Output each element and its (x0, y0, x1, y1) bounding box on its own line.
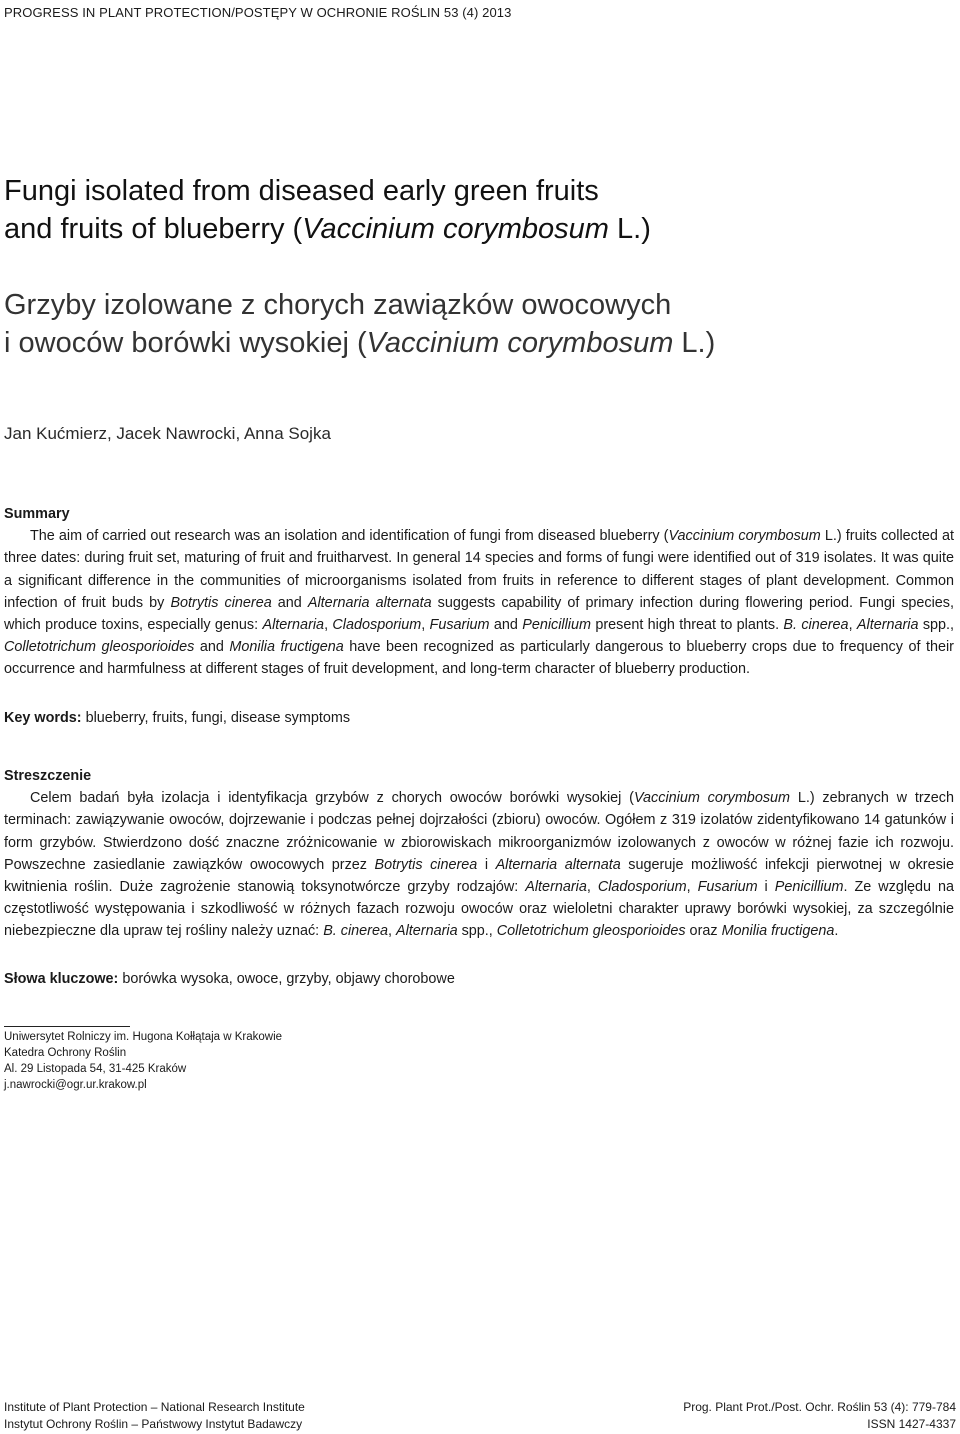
keywords-value: blueberry, fruits, fungi, disease symptoms (81, 710, 351, 726)
footer-institute (4, 1399, 305, 1433)
species-name: Vaccinium corymbosum (302, 213, 609, 245)
keywords-polish (4, 968, 954, 990)
footer-issn: ISSN 1427-4337 (867, 1417, 956, 1431)
streszczenie-text: Celem badań była izolacja i identyfikacja grzybów z chorych owoców borówki wysokiej (Vaccinium corymbosum L.) zebranych w trzech terminach: zawiązywanie owoców, dojrzewanie i podczas pełnej dojrzałości (zbioru) owoców. Ogółem z 319 izolatów zidentyfikowano 14 gatunków i form grzybów. Stwierdzono dość znaczne zróżnicowanie w zbiorowiskach mikroorganizmów izolowanych z owoców w różnej fazie ich rozwoju. Powszechne zasiedlanie zawiązków owocowych przez Botrytis cinerea i Alternaria alternata sugeruje możliwość infekcji pierwotnej w okresie kwitnienia roślin. Duże zagrożenie stanowią toksynotwórcze grzyby rodzajów: Alternaria, Cladosporium, Fusarium i Penicillium. Ze względu na częstotliwość występowania i szkodliwość w różnych fazach rozwoju owoców oraz wieloletni charakter uprawy borówki wysokiej, za szczególnie niebezpieczne dla upraw tej rośliny należy uznać: B. cinerea, Alternaria spp., Colletotrichum gleosporioides oraz Monilia fructigena. (4, 790, 955, 940)
polish-title-line-2: i owoców borówki wysokiej (Vaccinium corymbosum L.) (4, 327, 716, 359)
affiliation-footnote (4, 1029, 282, 1093)
author-list: Jan Kućmierz, Jacek Nawrocki, Anna Sojka (4, 424, 331, 443)
streszczenie-section (4, 765, 954, 943)
keywords-label: Key words: (4, 710, 82, 726)
affiliation-address: Al. 29 Listopada 54, 31-425 Kraków (4, 1063, 187, 1075)
footer-institute-pl: Instytut Ochrony Roślin – Państwowy Instytut Badawczy (4, 1417, 303, 1431)
running-header: PROGRESS IN PLANT PROTECTION/POSTĘPY W OCHRONIE ROŚLIN 53 (4) 2013 (4, 5, 512, 20)
summary-section (4, 503, 954, 681)
polish-title-line-1: Grzyby izolowane z chorych zawiązków owocowych (4, 289, 672, 321)
footnote-divider (4, 1026, 130, 1027)
streszczenie-heading: Streszczenie (4, 768, 92, 784)
footer-institute-en: Institute of Plant Protection – National Research Institute (4, 1400, 305, 1414)
english-title-line-2: and fruits of blueberry (Vaccinium corymbosum L.) (4, 213, 651, 245)
english-title (4, 172, 944, 248)
affiliation-department: Katedra Ochrony Roślin (4, 1047, 127, 1059)
english-title-line-1: Fungi isolated from diseased early green fruits (4, 175, 599, 207)
polish-title (4, 286, 944, 362)
summary-text: The aim of carried out research was an isolation and identification of fungi from diseased blueberry (Vaccinium corymbosum L.) fruits collected at three dates: during fruit set, maturing of fruit and fruitharvest. In general 14 species and forms of fungi were identified out of 319 isolates. It was quite a significant difference in the communities of microorganisms isolated from fruits in reference to different stages of plant development. Common infection of fruit buds by Botrytis cinerea and Alternaria alternata suggests capability of primary infection during flowering period. Fungi species, which produce toxins, especially genus: Alternaria, Cladosporium, Fusarium and Penicillium present high threat to plants. B. cinerea, Alternaria spp., Colletotrichum gleosporioides and Monilia fructigena have been recognized as particularly dangerous to blueberry crops due to frequency of their occurrence and harmfulness at different stages of fruit development, and long-term character of blueberry production. (4, 528, 955, 678)
footer-journal-citation: Prog. Plant Prot./Post. Ochr. Roślin 53 (4): 779-784 (683, 1400, 956, 1414)
keywords-value: borówka wysoka, owoce, grzyby, objawy chorobowe (118, 971, 455, 987)
footer-citation (683, 1399, 956, 1433)
summary-heading: Summary (4, 506, 70, 522)
affiliation-email: j.nawrocki@ogr.ur.krakow.pl (4, 1079, 147, 1091)
keywords-label: Słowa kluczowe: (4, 971, 119, 987)
species-name: Vaccinium corymbosum (366, 327, 674, 359)
affiliation-university: Uniwersytet Rolniczy im. Hugona Kołłątaja w Krakowie (4, 1031, 283, 1043)
keywords-english (4, 707, 954, 729)
